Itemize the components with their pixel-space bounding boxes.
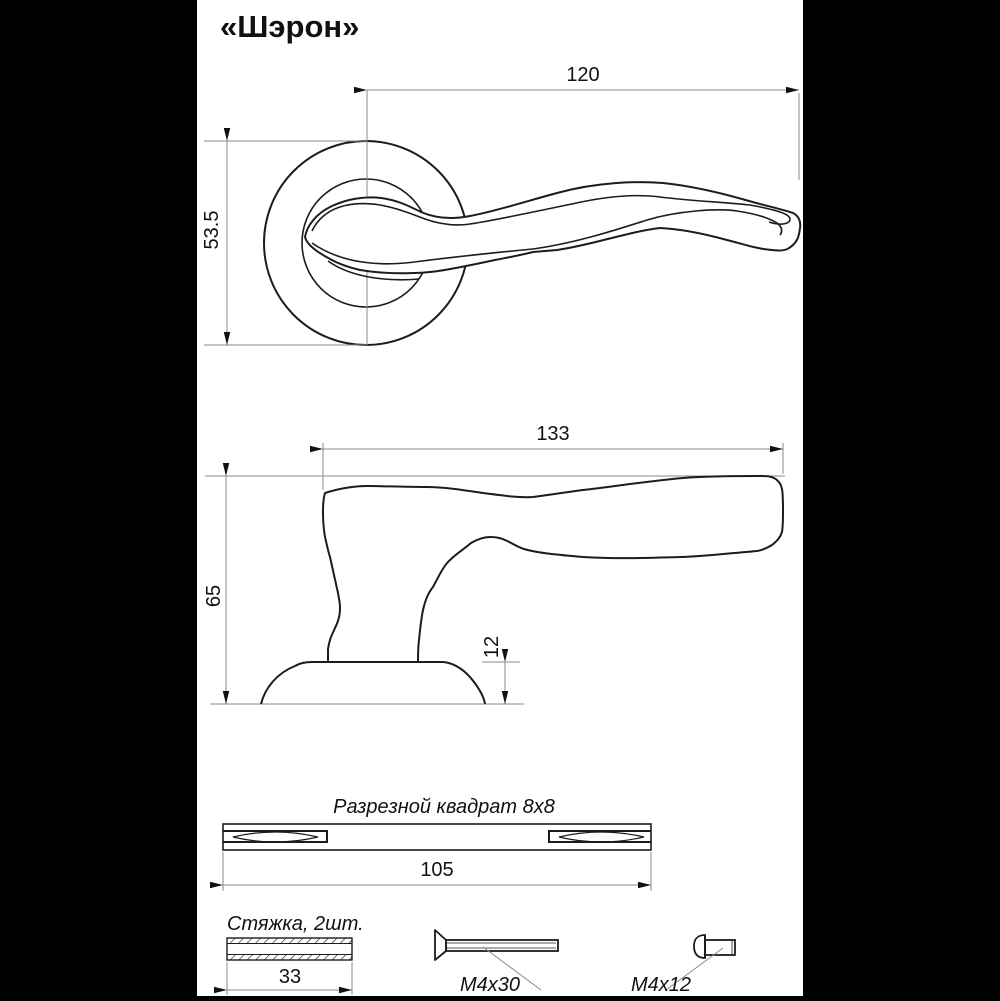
dimension-value: 105 (420, 859, 454, 881)
screw-m4x30 (435, 930, 558, 996)
screw-m4x12 (631, 935, 735, 996)
dimension-value: 133 (536, 423, 570, 445)
drawing-sheet (197, 0, 803, 996)
dimension-tie-length (227, 962, 352, 995)
spindle-body (223, 824, 651, 850)
screw-long-label: М4х30 (459, 974, 521, 996)
dimension-value: 53.5 (201, 210, 223, 250)
spindle-left-slot (223, 831, 327, 842)
tie-drawing (227, 913, 364, 995)
dimension-rosette-height (481, 636, 520, 704)
rosette-side-left (261, 662, 328, 704)
handle-front-silhouette (305, 182, 800, 273)
tie-hatch-top (227, 938, 352, 944)
handle-side-outline (323, 476, 783, 662)
front-view (201, 64, 800, 345)
spindle-right-slot (549, 831, 651, 842)
dimension-value: 65 (203, 584, 225, 608)
screw-short-label: М4х12 (630, 974, 692, 996)
tie-hatch-bottom (227, 955, 352, 961)
spindle-drawing (223, 796, 651, 891)
tie-label: Стяжка, 2шт. (227, 913, 364, 935)
screw-head (694, 935, 705, 958)
dimension-front-width (367, 64, 799, 180)
screw-shaft (705, 940, 735, 955)
technical-drawing (197, 0, 803, 996)
dimension-side-height (203, 476, 226, 704)
spindle-left-bulge (233, 832, 318, 842)
side-view (203, 423, 785, 704)
screw-head (435, 930, 446, 960)
spindle-right-bulge (559, 832, 644, 842)
dimension-value: 12 (481, 635, 503, 659)
rosette-side-right (418, 662, 485, 704)
spindle-label: Разрезной квадрат 8х8 (333, 796, 555, 818)
page-title: «Шэрон» (220, 9, 360, 44)
screw-shaft (446, 940, 558, 951)
dimension-value: 33 (278, 966, 302, 988)
dimension-value: 120 (566, 64, 600, 86)
dimension-spindle-length (223, 852, 651, 891)
